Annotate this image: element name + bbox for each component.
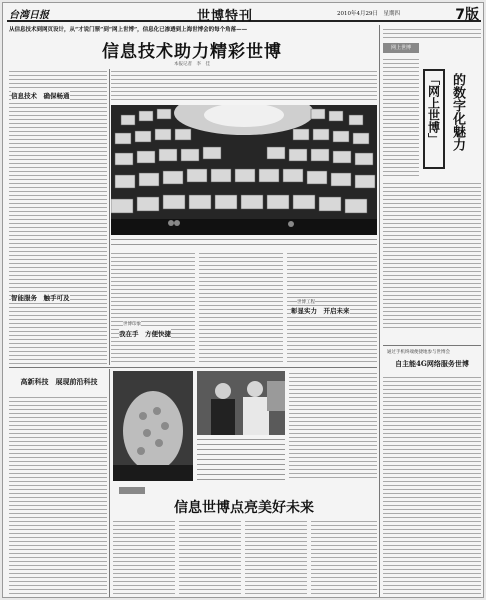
section-kicker: 通过手机终端便捷地参与世博会	[387, 350, 450, 355]
lead-text: 从信息技术到网页设计，从“才说门票”到“网上世博”，信息化已渗透到上海世博会的每个角落——	[9, 27, 248, 33]
column-rule	[379, 25, 380, 597]
column-rule	[109, 369, 110, 597]
section-divider	[383, 345, 481, 346]
photo-caption	[111, 237, 377, 247]
main-photo	[111, 105, 377, 235]
byline: 本报记者 李 佳	[174, 62, 210, 67]
page-number: 7版	[455, 7, 479, 23]
paper-name: 台湾日报	[9, 10, 49, 21]
visitors-photo	[197, 371, 285, 435]
vertical-headline-boxed: 「网上世博」	[426, 73, 441, 145]
section-kicker: 世博印象	[123, 322, 141, 327]
article-text-block	[113, 519, 175, 595]
section-subhead: 信息技术 确保畅通	[11, 92, 70, 100]
article-text-block	[199, 251, 283, 363]
section-divider	[9, 367, 377, 368]
section-title: 世博特刊	[197, 9, 254, 24]
vertical-headline-box	[423, 69, 445, 169]
section-subhead: 我在手 方便快捷	[119, 330, 171, 338]
article-text-block	[289, 371, 377, 481]
main-headline: 信息技术助力精彩世博	[102, 42, 282, 62]
section-subhead: 高新科技 展现前沿科技	[11, 377, 107, 387]
article-text-block	[383, 181, 481, 331]
article-text-block	[111, 69, 377, 101]
section-subhead: 智能服务 触手可及	[11, 294, 70, 302]
issue-date: 2010年4月29日 星期四	[337, 11, 400, 17]
vertical-headline: 的数字化魅力	[450, 73, 465, 151]
bottom-headline: 信息世博点亮美好未来	[174, 500, 314, 516]
article-text-block	[383, 375, 481, 595]
section-subhead: 彰显实力 开启未来	[291, 307, 350, 315]
section-tag: 网上世博	[383, 43, 419, 53]
article-text-block	[245, 519, 307, 595]
article-text-block	[383, 57, 419, 177]
article-text-block	[111, 251, 195, 363]
article-text-block	[9, 69, 107, 365]
article-text-block	[179, 519, 241, 595]
article-text-block	[383, 27, 481, 41]
expo-pavilion-photo	[113, 371, 193, 481]
newspaper-page	[2, 2, 484, 598]
article-text-block	[311, 519, 377, 595]
section-kicker: 世博工程	[297, 300, 315, 305]
masthead	[7, 6, 481, 22]
photo-caption	[197, 437, 285, 481]
article-text-block	[9, 395, 107, 595]
column-rule	[109, 69, 110, 365]
section-tag	[119, 487, 145, 494]
section-subhead: 自主能4G网络服务世博	[383, 359, 481, 369]
